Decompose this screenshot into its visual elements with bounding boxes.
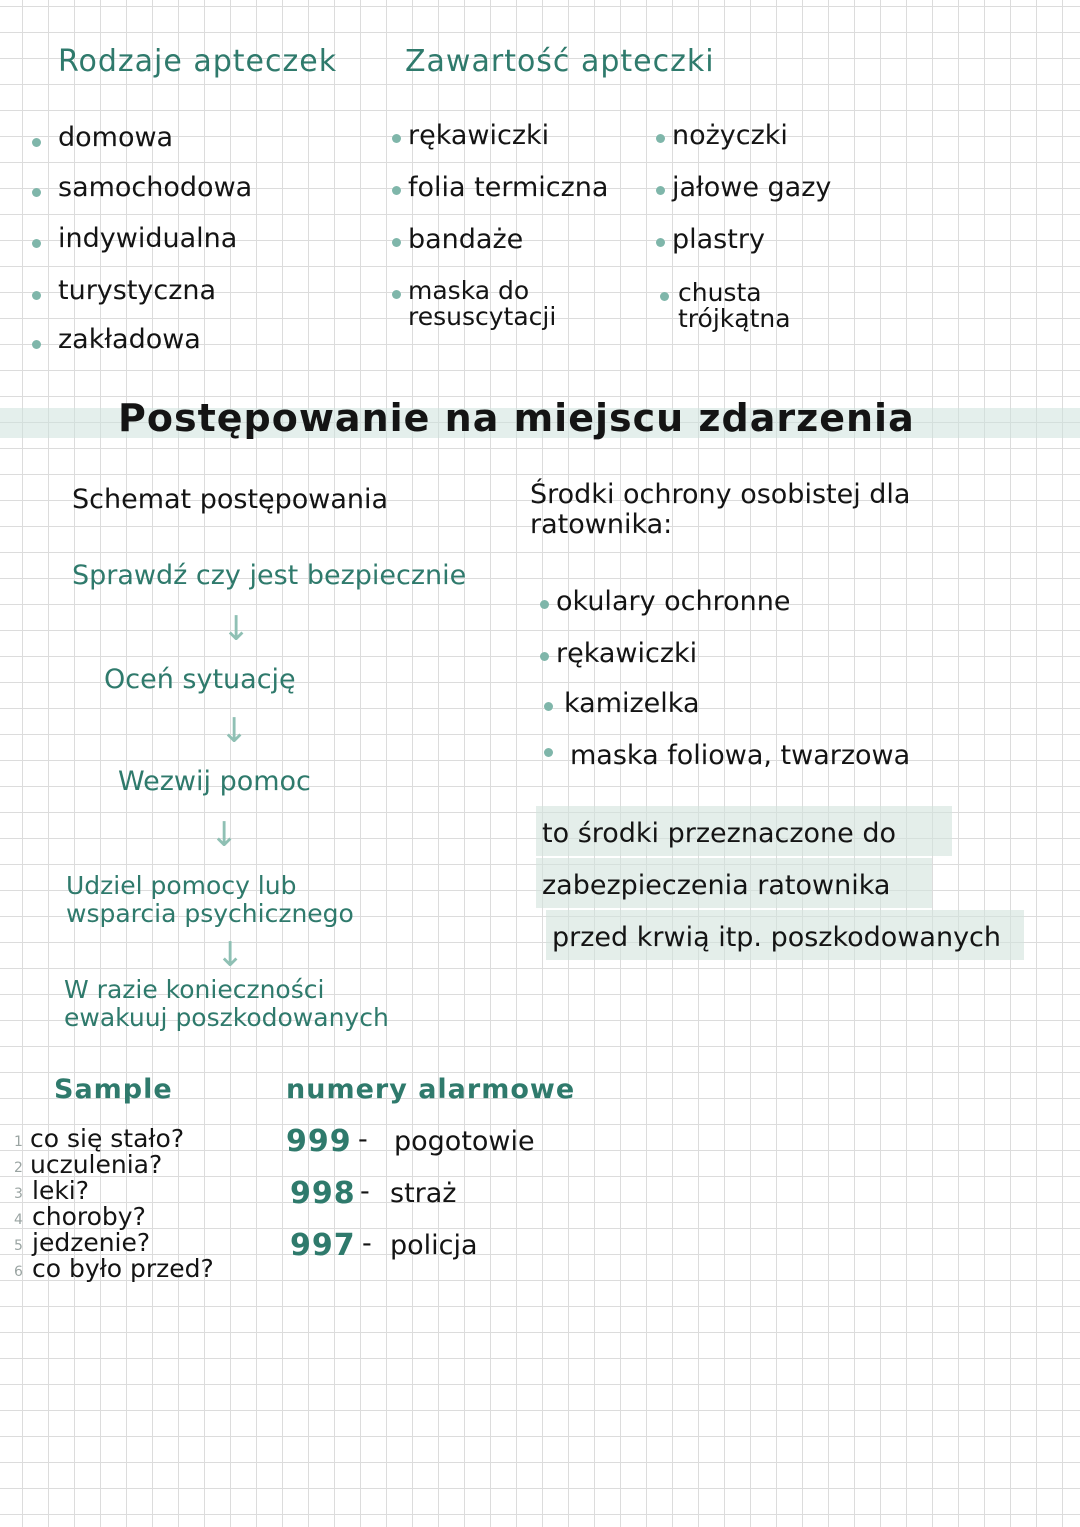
bullet-icon — [32, 239, 41, 248]
bullet-icon — [540, 652, 549, 661]
kit-content-item: jałowe gazy — [672, 172, 832, 203]
sample-heading: Sample — [54, 1074, 173, 1105]
emergency-numbers-heading: numery alarmowe — [286, 1074, 576, 1105]
kit-type-item: indywidualna — [58, 223, 238, 254]
kit-contents-heading: Zawartość apteczki — [405, 44, 715, 79]
sample-question: leki? — [32, 1176, 90, 1205]
dash: - — [360, 1176, 370, 1207]
arrow-down-icon: ↓ — [220, 711, 249, 751]
procedure-step: W razie konieczności ewakuuj poszkodowanych — [64, 975, 389, 1032]
line-number: 3 — [14, 1186, 23, 1202]
bullet-icon — [32, 340, 41, 349]
bullet-icon — [656, 238, 665, 247]
procedure-step: Wezwij pomoc — [118, 766, 311, 797]
note-line: zabezpieczenia ratownika — [542, 870, 891, 901]
protection-item: maska foliowa, twarzowa — [570, 740, 911, 771]
line-number: 4 — [14, 1212, 23, 1228]
procedure-heading: Schemat postępowania — [72, 484, 389, 515]
kit-content-item: bandaże — [408, 224, 524, 255]
bullet-icon — [544, 748, 553, 757]
bullet-icon — [392, 238, 401, 247]
line-number: 6 — [14, 1264, 23, 1280]
bullet-icon — [656, 134, 665, 143]
dash: - — [358, 1124, 368, 1155]
protection-item: rękawiczki — [556, 638, 698, 669]
procedure-step: Sprawdź czy jest bezpiecznie — [72, 560, 467, 591]
kit-content-item: chusta trójkątna — [678, 278, 791, 333]
line-number: 1 — [14, 1134, 23, 1150]
arrow-down-icon: ↓ — [222, 609, 251, 649]
arrow-down-icon: ↓ — [210, 815, 239, 855]
bullet-icon — [544, 702, 553, 711]
kit-content-item: plastry — [672, 224, 765, 255]
protection-item: kamizelka — [564, 688, 700, 719]
bullet-icon — [660, 292, 669, 301]
bullet-icon — [392, 290, 401, 299]
emergency-service: policja — [390, 1230, 478, 1261]
emergency-service: straż — [390, 1178, 457, 1209]
note-line: przed krwią itp. poszkodowanych — [552, 922, 1002, 953]
kit-content-item: nożyczki — [672, 120, 788, 151]
emergency-number: 997 — [290, 1228, 356, 1263]
sample-question: co się stało? — [30, 1124, 185, 1153]
kit-content-item: maska do resuscytacji — [408, 276, 557, 331]
bullet-icon — [656, 186, 665, 195]
emergency-service: pogotowie — [394, 1126, 535, 1157]
dash: - — [362, 1228, 372, 1259]
main-title: Postępowanie na miejscu zdarzenia — [118, 396, 915, 440]
protection-heading: Środki ochrony osobistej dla ratownika: — [530, 479, 911, 540]
bullet-icon — [32, 188, 41, 197]
line-number: 2 — [14, 1160, 23, 1176]
emergency-number: 998 — [290, 1176, 356, 1211]
bullet-icon — [32, 291, 41, 300]
sample-question: co było przed? — [32, 1254, 214, 1283]
bullet-icon — [32, 138, 41, 147]
kit-type-item: turystyczna — [58, 275, 217, 306]
kit-type-item: zakładowa — [58, 324, 201, 355]
line-number: 5 — [14, 1238, 23, 1254]
emergency-number: 999 — [286, 1124, 352, 1159]
sample-question: jedzenie? — [32, 1228, 151, 1257]
procedure-step: Udziel pomocy lub wsparcia psychicznego — [66, 871, 354, 928]
kit-type-item: samochodowa — [58, 172, 253, 203]
procedure-step: Oceń sytuację — [104, 664, 296, 695]
kit-types-heading: Rodzaje apteczek — [58, 44, 338, 79]
kit-content-item: rękawiczki — [408, 120, 550, 151]
arrow-down-icon: ↓ — [216, 935, 245, 975]
bullet-icon — [392, 186, 401, 195]
protection-item: okulary ochronne — [556, 586, 791, 617]
kit-content-item: folia termiczna — [408, 172, 609, 203]
note-line: to środki przeznaczone do — [542, 818, 896, 849]
sample-question: choroby? — [32, 1202, 146, 1231]
bullet-icon — [540, 600, 549, 609]
sample-question: uczulenia? — [30, 1150, 163, 1179]
kit-type-item: domowa — [58, 122, 174, 153]
bullet-icon — [392, 134, 401, 143]
